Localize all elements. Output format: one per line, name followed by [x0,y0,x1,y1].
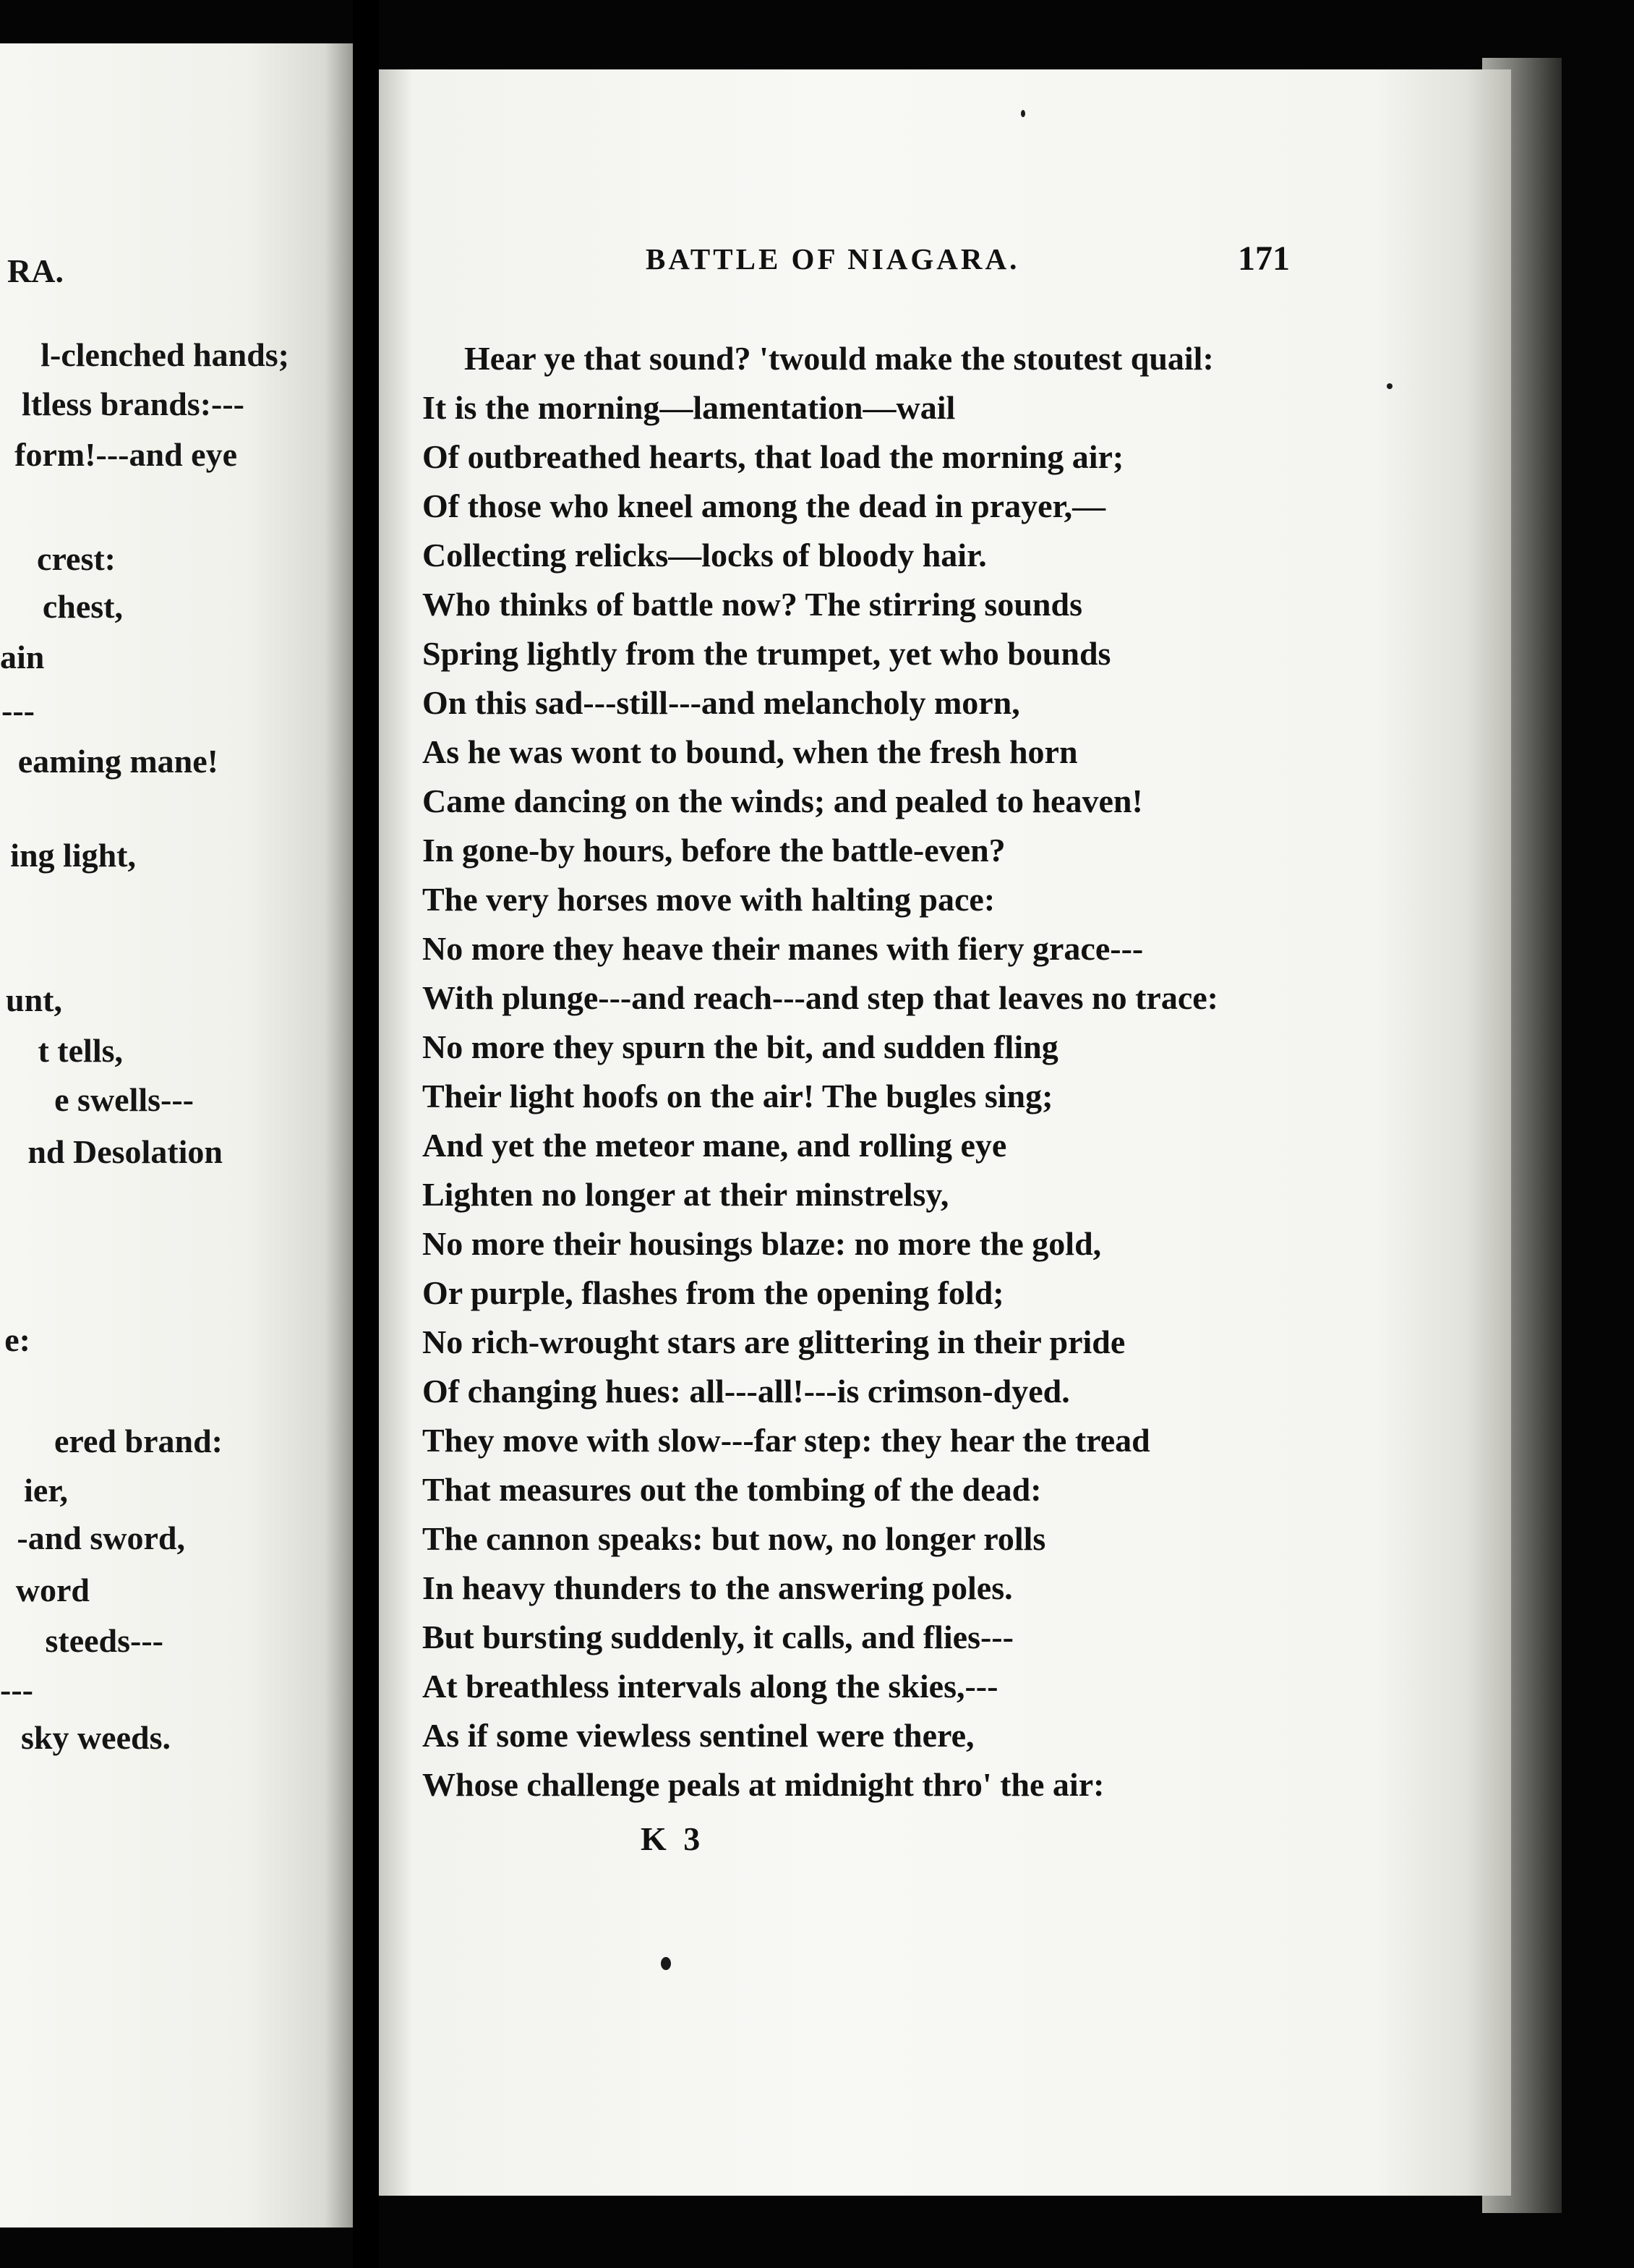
left-page-line: --- [1,692,35,729]
running-header: BATTLE OF NIAGARA. [646,242,1020,276]
left-page-line: e: [4,1321,30,1358]
left-page-line: eaming mane! [17,743,218,780]
poem-line: At breathless intervals along the skies,--- [422,1668,998,1705]
left-page-line: steeds--- [45,1622,163,1659]
poem-line: Who thinks of battle now? The stirring sounds [422,586,1082,623]
poem-text [422,334,1333,1809]
poem-line: Whose challenge peals at midnight thro' the air: [422,1766,1105,1803]
poem-line: As if some viewless sentinel were there, [422,1717,975,1754]
poem-line: No more their housings blaze: no more the gold, [422,1225,1102,1262]
poem-line: Of changing hues: all---all!---is crimson-dyed. [422,1373,1070,1410]
left-page-line: ain [0,639,45,675]
poem-line: And yet the meteor mane, and rolling eye [422,1127,1007,1164]
poem-line: Lighten no longer at their minstrelsy, [422,1176,949,1213]
ink-speck [1387,383,1393,389]
poem-line: Of outbreathed hearts, that load the morning air; [422,438,1124,475]
poem-line: That measures out the tombing of the dead: [422,1471,1042,1508]
left-page-line: sky weeds. [20,1719,171,1756]
left-page-line: unt, [6,981,62,1018]
left-page-line: RA. [7,252,64,289]
left-page-line: word [15,1572,90,1608]
poem-line: It is the morning—lamentation—wail [422,389,956,426]
poem-line: Hear ye that sound? 'twould make the stoutest quail: [464,340,1214,377]
signature-mark: K 3 [641,1820,705,1857]
left-page [0,43,353,2228]
poem-line: The very horses move with halting pace: [422,881,996,918]
ink-speck [1021,110,1025,117]
left-page-line: ered brand: [54,1423,223,1459]
poem-line: Collecting relicks—locks of bloody hair. [422,537,987,574]
book-gutter [353,0,379,2268]
left-page-line: chest, [42,588,123,625]
left-page-line: nd Desolation [27,1133,223,1170]
left-page-line: --- [0,1671,33,1708]
poem-line: In gone-by hours, before the battle-even? [422,832,1006,869]
poem-line: With plunge---and reach---and step that leaves no trace: [422,979,1218,1016]
left-page-line: crest: [37,540,116,577]
poem-line: Came dancing on the winds; and pealed to heaven! [422,783,1143,819]
poem-line: But bursting suddenly, it calls, and flies--- [422,1619,1014,1655]
left-page-line: ltless brands:--- [22,385,244,422]
left-page-line: e swells--- [54,1081,194,1118]
poem-line: They move with slow---far step: they hear the tread [422,1422,1150,1459]
poem-line: In heavy thunders to the answering poles. [422,1569,1013,1606]
poem-line: Spring lightly from the trumpet, yet who bounds [422,635,1111,672]
left-page-line: l-clenched hands; [40,336,289,373]
poem-line: Their light hoofs on the air! The bugles sing; [422,1078,1053,1114]
left-page-line: ier, [24,1472,68,1509]
page-number: 171 [1238,239,1290,278]
ink-speck [661,1957,671,1970]
poem-line: No rich-wrought stars are glittering in their pride [422,1323,1126,1360]
left-page-line: ing light, [10,837,136,874]
poem-line: The cannon speaks: but now, no longer rolls [422,1520,1046,1557]
poem-line: Or purple, flashes from the opening fold; [422,1274,1004,1311]
poem-line: On this sad---still---and melancholy morn, [422,684,1020,721]
poem-line: As he was wont to bound, when the fresh horn [422,733,1078,770]
left-page-line: form!---and eye [14,436,237,473]
poem-line: No more they spurn the bit, and sudden fling [422,1028,1058,1065]
poem-line: Of those who kneel among the dead in prayer,— [422,487,1106,524]
poem-line: No more they heave their manes with fiery grace--- [422,930,1144,967]
left-page-line: t tells, [38,1032,123,1069]
left-page-line: -and sword, [17,1519,185,1556]
